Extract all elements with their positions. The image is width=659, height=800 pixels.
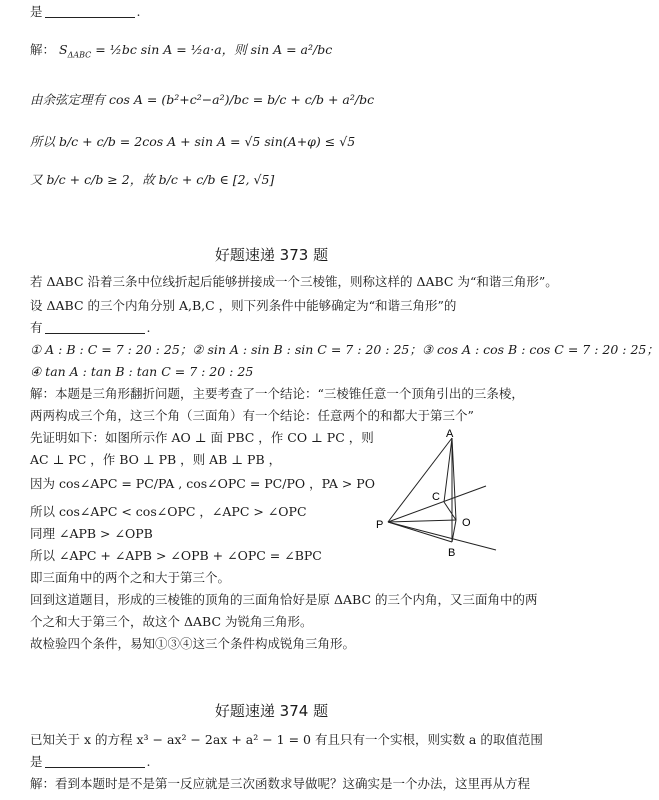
area-symbol: S [59,42,68,57]
solution-373-line-7: 同理 ∠APB > ∠OPB [30,526,153,541]
answer-blank [45,5,135,18]
solution-area-line [30,42,332,64]
trihedral-figure [368,428,508,568]
q374-line-2: 是 . [30,754,151,769]
solution-373-line-5: 因为 cos∠APC = PC/PA , cos∠OPC = PC/PO ，PA > PO [30,476,375,491]
also-line [30,172,274,188]
label-P: P [376,519,384,531]
cosine-rule-line [30,92,374,108]
label-O: O [462,517,471,529]
solution-373-line-9: 即三面角中的两个之和大于第三个。 [30,570,231,585]
q373-you: 有 [30,320,43,335]
q373-line-1: 若 ΔABC 沿着三条中位线折起后能够拼接成一个三棱锥，则称这样的 ΔABC 为“和谐三角形”。 [30,274,558,289]
solution-373-line-2: 两两构成三个角，这三个角（三面角）有一个结论：任意两个的和都大于第三个” [30,408,474,423]
label-B: B [448,547,456,559]
solution-373-line-1: 解：本题是三角形翻折问题，主要考查了一个结论：“三棱锥任意一个顶角引出的三条棱， [30,386,524,401]
area-equation: = ½bc sin A = ½a·a，则 sin A = a²/bc [95,42,333,57]
solution-373-line-3: 先证明如下：如图所示作 AO ⊥ 面 PBC ，作 CO ⊥ PC ，则 [30,430,374,445]
label-C: C [432,491,440,503]
so-line [30,134,355,150]
solution-373-line-4: AC ⊥ PC ，作 BO ⊥ PB ，则 AB ⊥ PB ， [30,452,282,467]
edge-PB-ext [388,522,496,550]
q373-line-3: 有 . [30,320,151,335]
question-end-line: 是 . [30,4,141,19]
q374-line-1: 已知关于 x 的方程 x³ − ax² − 2ax + a² − 1 = 0 有且只有一个实根，则实数 a 的取值范围 [30,732,543,747]
so-line-text: 所以 b/c + c/b = 2cos A + sin A = √5 sin(A+φ) ≤ √5 [30,134,356,149]
section-374-title: 好题速递 374 题 [214,702,329,720]
answer-blank-373 [45,321,145,334]
also-line-text: 又 b/c + c/b ≥ 2，故 b/c + c/b ∈ [2, √5] [30,172,275,187]
label-A: A [446,428,454,440]
solution-373-line-11: 个之和大于第三个，故这个 ΔABC 为锐角三角形。 [30,614,313,629]
solution-373-line-10: 回到这道题目，形成的三棱锥的顶角的三面角恰好是原 ΔABC 的三个内角，又三面角中的两 [30,592,538,607]
answer-blank-374 [45,755,145,768]
edge-CO [444,502,456,520]
section-373-title: 好题速递 373 题 [214,246,329,264]
solution-374-line-1: 解：看到本题时是不是第一反应就是三次函数求导做呢？这确实是一个办法，这里再从方程 [30,776,531,791]
solution-prefix: 解： [30,42,56,57]
solution-373-line-8: 所以 ∠APC + ∠APB > ∠OPB + ∠OPC = ∠BPC [30,548,322,563]
area-subscript: ΔABC [67,50,92,60]
options-line-1: ① A : B : C = 7 : 20 : 25；② sin A : sin B : sin C = 7 : 20 : 25；③ cos A : cos B : cos C = 7 : 20 : 25； [30,342,659,357]
solution-373-line-12: 故检验四个条件，易知①③④这三个条件构成锐角三角形。 [30,636,356,651]
question-end-text: 是 [30,4,43,19]
edge-PA [388,438,452,522]
q373-line-2: 设 ΔABC 的三个内角分别 A,B,C ，则下列条件中能够确定为“和谐三角形”的 [30,298,457,313]
cosine-rule-text: 由余弦定理有 cos A = (b²+c²−a²)/bc = b/c + c/b + a²/bc [30,92,375,107]
edge-AO [452,438,456,520]
options-line-2: ④ tan A : tan B : tan C = 7 : 20 : 25 [30,364,254,379]
solution-373-line-6: 所以 cos∠APC < cos∠OPC ，∠APC > ∠OPC [30,504,307,519]
edge-PO [388,520,456,522]
q374-shi: 是 [30,754,43,769]
